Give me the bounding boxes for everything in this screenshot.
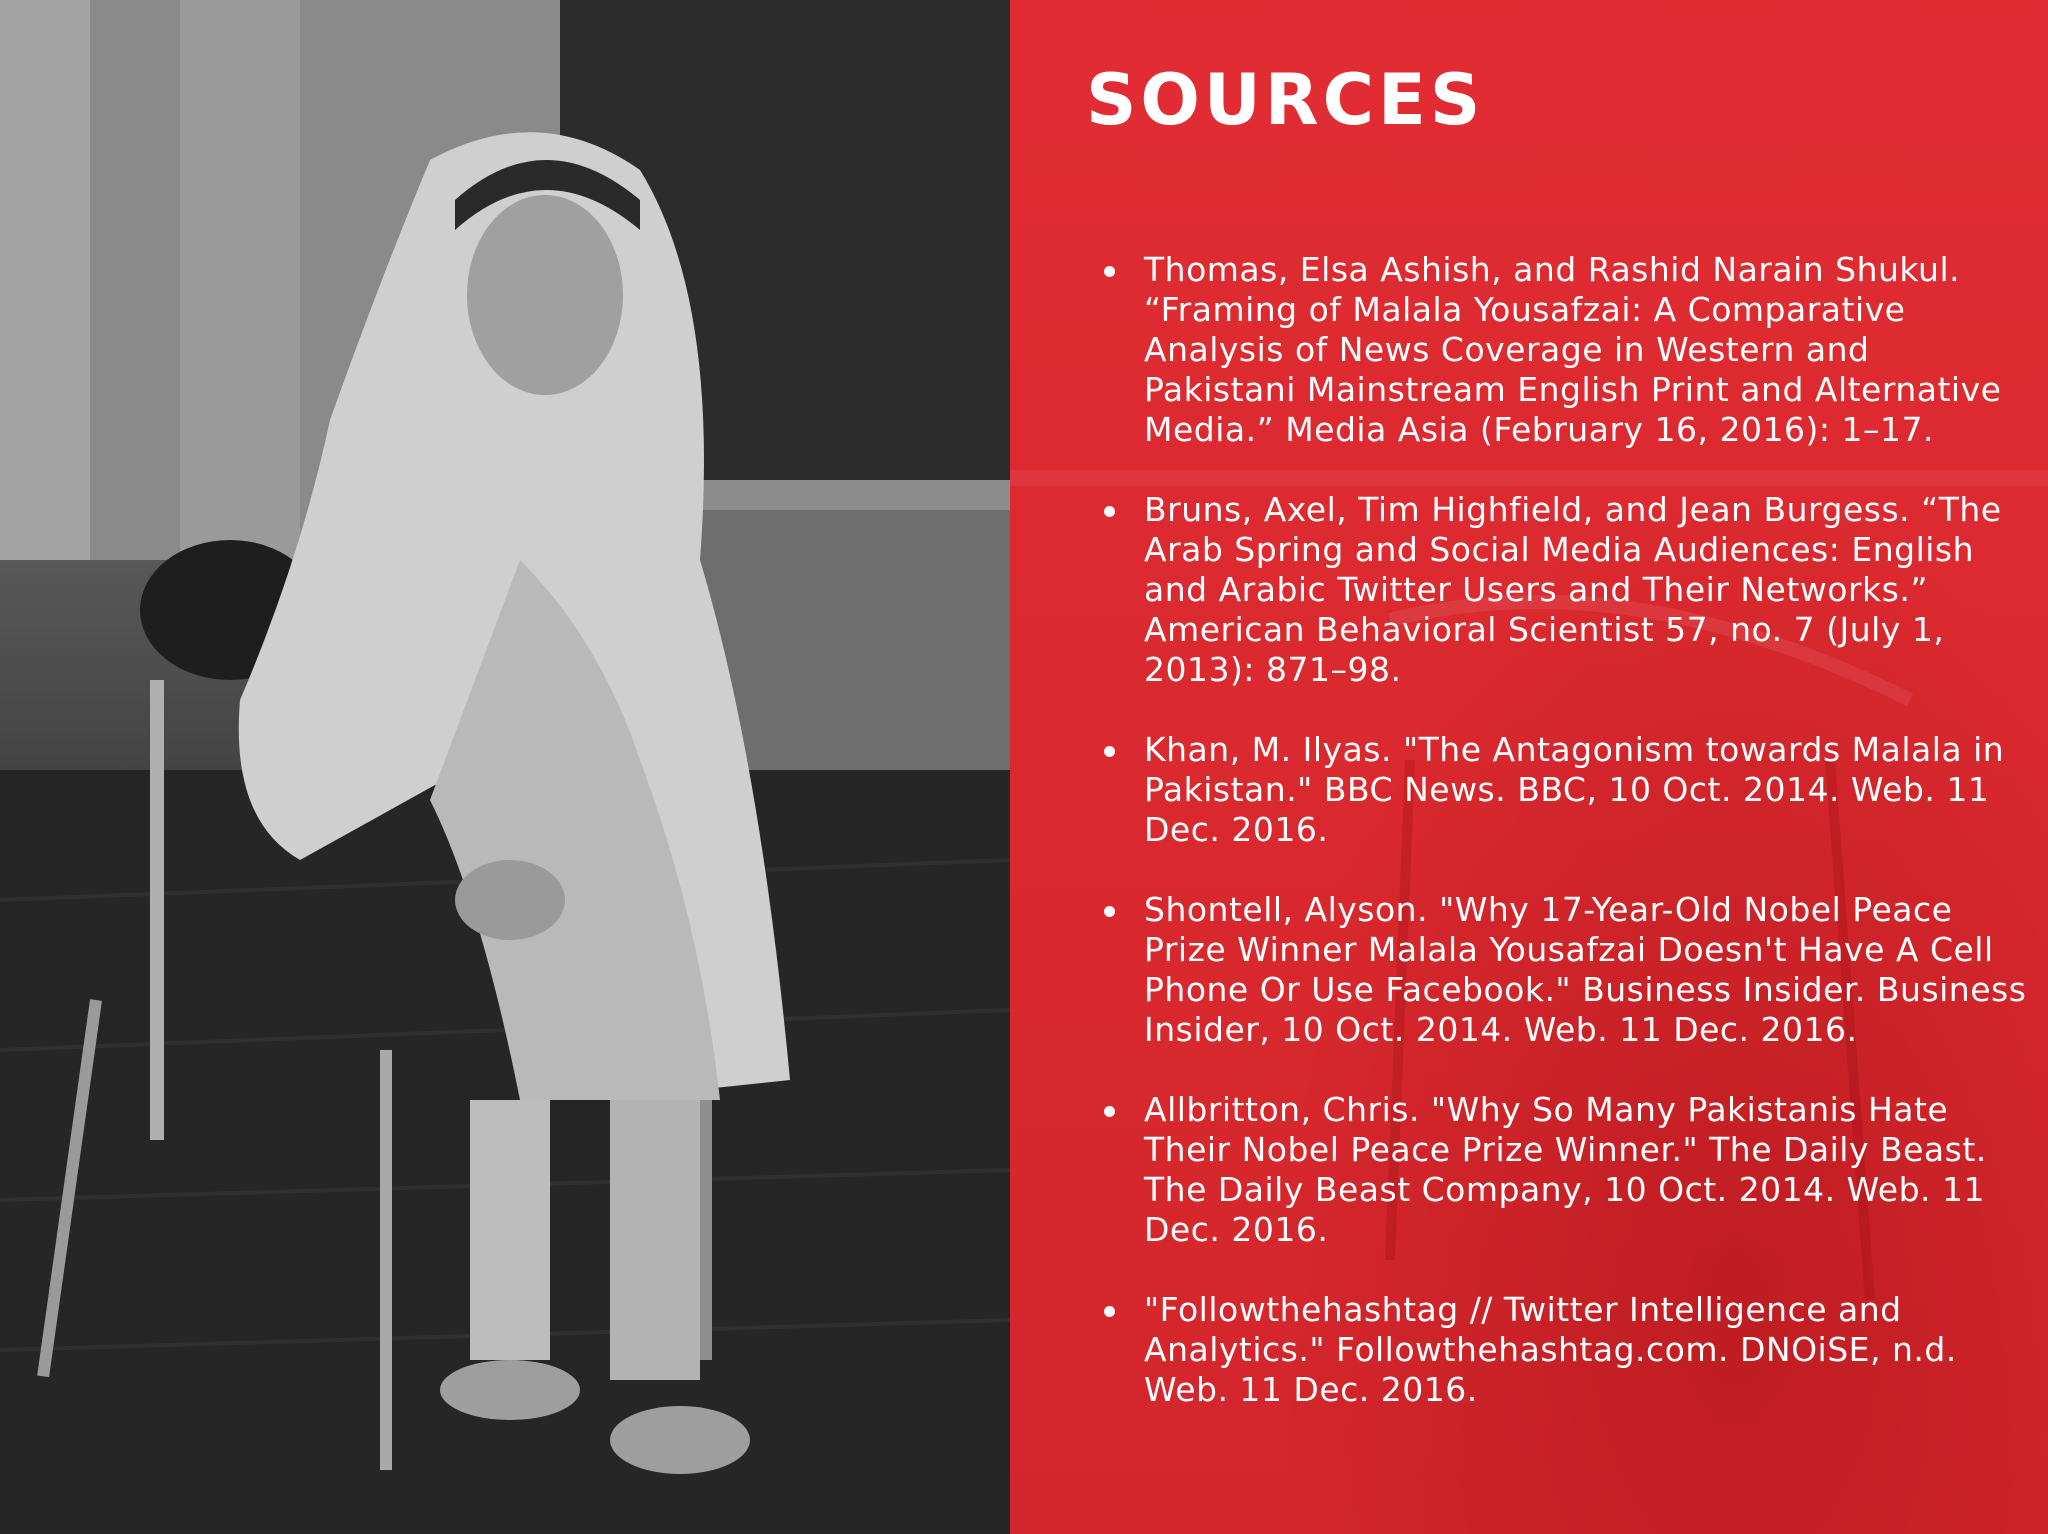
source-item	[1080, 1290, 2030, 1410]
source-citation: "Followthehashtag // Twitter Intelligence and Analytics." Followthehashtag.com. DNOiSE, n.d. Web. 11 Dec. 2016.	[1144, 1290, 1957, 1409]
source-citation: Shontell, Alyson. "Why 17-Year-Old Nobel Peace Prize Winner Malala Yousafzai Doesn't Have A Cell Phone Or Use Facebook." Business Insider. Business Insider, 10 Oct. 2014. Web. 11 Dec. 2016.	[1144, 890, 2027, 1049]
bullet-icon	[1104, 266, 1115, 277]
source-citation: Thomas, Elsa Ashish, and Rashid Narain Shukul. “Framing of Malala Yousafzai: A Comparative Analysis of News Coverage in Western and Pakistani Mainstream English Print and Alternative Media.” Media Asia (February 16, 2016): 1–17.	[1144, 250, 2002, 449]
bullet-icon	[1104, 1106, 1115, 1117]
source-citation: Khan, M. Ilyas. "The Antagonism towards Malala in Pakistan." BBC News. BBC, 10 Oct. 2014. Web. 11 Dec. 2016.	[1144, 730, 2005, 849]
source-item	[1080, 490, 2030, 690]
source-item	[1080, 890, 2030, 1050]
source-citation: Allbritton, Chris. "Why So Many Pakistanis Hate Their Nobel Peace Prize Winner." The Daily Beast. The Daily Beast Company, 10 Oct. 2014. Web. 11 Dec. 2016.	[1144, 1090, 1987, 1249]
sources-list	[1080, 250, 2030, 1450]
portrait-photo	[0, 0, 1010, 1534]
bullet-icon	[1104, 1306, 1115, 1317]
source-item	[1080, 1090, 2030, 1250]
source-item	[1080, 730, 2030, 850]
bullet-icon	[1104, 746, 1115, 757]
page-title: SOURCES	[1086, 59, 1485, 141]
source-citation: Bruns, Axel, Tim Highfield, and Jean Burgess. “The Arab Spring and Social Media Audiences: English and Arabic Twitter Users and Their Networks.” American Behavioral Scientist 57, no. 7 (July 1, 2013): 871–98.	[1144, 490, 2002, 689]
portrait-photo-icon	[0, 0, 1010, 1534]
bullet-icon	[1104, 506, 1115, 517]
source-item	[1080, 250, 2030, 450]
bullet-icon	[1104, 906, 1115, 917]
sources-panel	[1010, 0, 2048, 1534]
